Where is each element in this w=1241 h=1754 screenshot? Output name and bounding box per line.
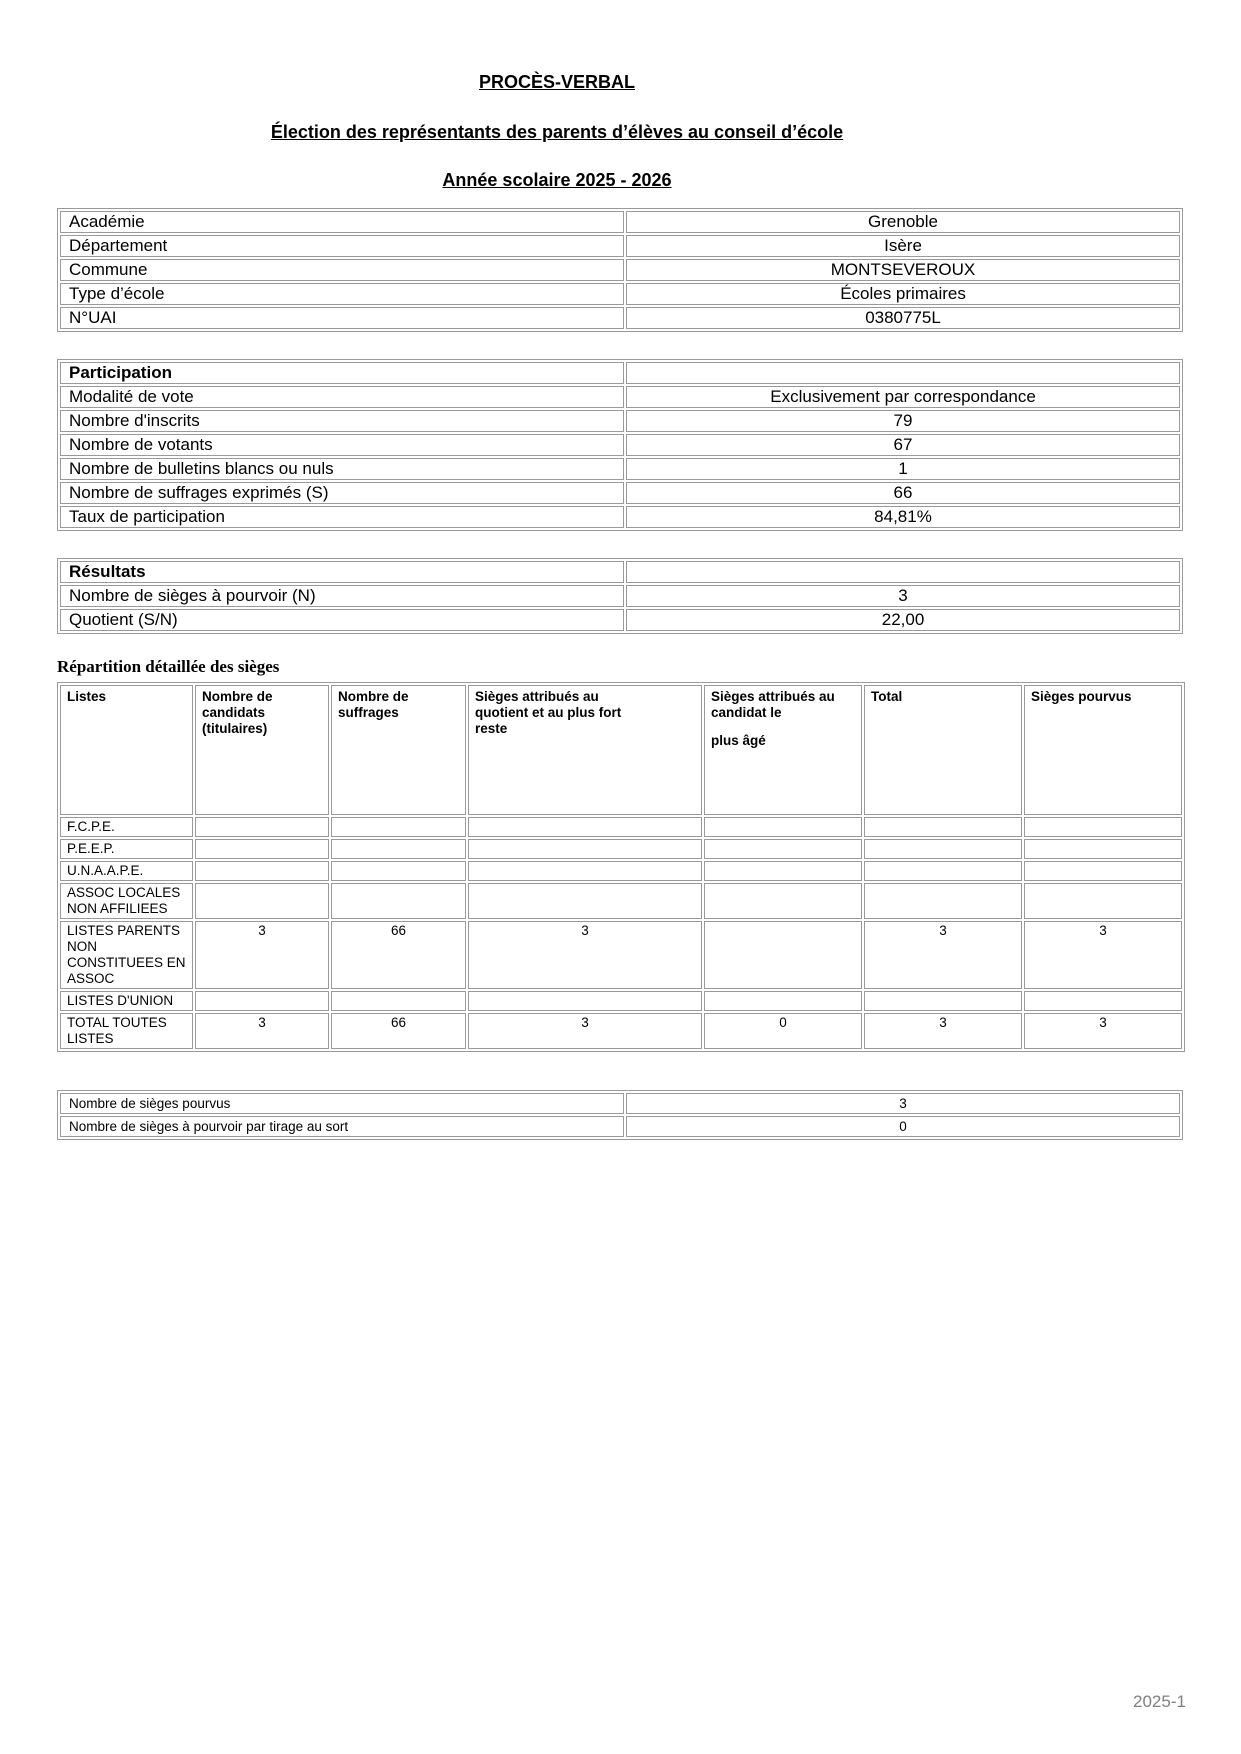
results-table bbox=[57, 558, 1183, 634]
cell-suffrages bbox=[331, 817, 466, 837]
table-header-row bbox=[60, 362, 1180, 384]
cell-quotient bbox=[468, 839, 702, 859]
column-header-candidats bbox=[195, 685, 329, 815]
row-value: Isère bbox=[626, 235, 1180, 257]
cell-suffrages bbox=[331, 883, 466, 919]
table-row bbox=[60, 410, 1180, 432]
participation-header: Participation bbox=[60, 362, 624, 384]
cell-age bbox=[704, 883, 862, 919]
row-value: MONTSEVEROUX bbox=[626, 259, 1180, 281]
row-value: 22,00 bbox=[626, 609, 1180, 631]
cell-candidats: 3 bbox=[195, 921, 329, 989]
cell-age bbox=[704, 817, 862, 837]
page-number: 2025-1 bbox=[1133, 1692, 1186, 1711]
seats-header-row bbox=[60, 685, 1182, 815]
cell-age bbox=[704, 921, 862, 989]
row-label: Département bbox=[60, 235, 624, 257]
row-label: Nombre de suffrages exprimés (S) bbox=[60, 482, 624, 504]
title-block bbox=[57, 0, 1057, 191]
cell-pourvus bbox=[1024, 817, 1182, 837]
seats-row-listes-parents bbox=[60, 921, 1182, 989]
table-row bbox=[60, 1093, 1180, 1114]
seats-summary-table bbox=[57, 1090, 1183, 1140]
document-title: PROCÈS-VERBAL bbox=[478, 72, 635, 92]
row-value: Exclusivement par correspondance bbox=[626, 386, 1180, 408]
cell-suffrages: 66 bbox=[331, 921, 466, 989]
cell-age bbox=[704, 839, 862, 859]
row-label: Nombre de bulletins blancs ou nuls bbox=[60, 458, 624, 480]
empty-cell bbox=[626, 362, 1180, 384]
liste-name: TOTAL TOUTES LISTES bbox=[60, 1013, 193, 1049]
liste-name: P.E.E.P. bbox=[60, 839, 193, 859]
cell-quotient bbox=[468, 991, 702, 1011]
cell-candidats bbox=[195, 839, 329, 859]
cell-age bbox=[704, 861, 862, 881]
table-row bbox=[60, 283, 1180, 305]
row-value: 66 bbox=[626, 482, 1180, 504]
row-label: Type d’école bbox=[60, 283, 624, 305]
table-row bbox=[60, 386, 1180, 408]
column-header-listes: Listes bbox=[60, 685, 193, 815]
seats-allocation-table bbox=[57, 682, 1185, 1052]
seats-row-peep bbox=[60, 839, 1182, 859]
column-header-pourvus: Sièges pourvus bbox=[1024, 685, 1182, 815]
cell-quotient bbox=[468, 861, 702, 881]
cell-pourvus bbox=[1024, 883, 1182, 919]
row-label: Taux de participation bbox=[60, 506, 624, 528]
column-header-quotient-text: Sièges attribués au quotient et au plus fort reste bbox=[475, 689, 622, 736]
cell-pourvus bbox=[1024, 991, 1182, 1011]
participation-table bbox=[57, 359, 1183, 531]
row-label: Nombre de sièges pourvus bbox=[60, 1093, 624, 1114]
row-label: Nombre d'inscrits bbox=[60, 410, 624, 432]
cell-total: 3 bbox=[864, 1013, 1022, 1049]
seats-row-assoc-locales bbox=[60, 883, 1182, 919]
row-value: 0 bbox=[626, 1116, 1180, 1137]
cell-quotient bbox=[468, 817, 702, 837]
seats-row-listes-union bbox=[60, 991, 1182, 1011]
cell-total bbox=[864, 883, 1022, 919]
row-value: 79 bbox=[626, 410, 1180, 432]
column-header-suffrages bbox=[331, 685, 466, 815]
seats-row-total bbox=[60, 1013, 1182, 1049]
table-row bbox=[60, 235, 1180, 257]
row-value: 1 bbox=[626, 458, 1180, 480]
table-row bbox=[60, 307, 1180, 329]
row-value: 67 bbox=[626, 434, 1180, 456]
row-label: Nombre de sièges à pourvoir par tirage au sort bbox=[60, 1116, 624, 1137]
table-row bbox=[60, 506, 1180, 528]
cell-total: 3 bbox=[864, 921, 1022, 989]
row-value: 84,81% bbox=[626, 506, 1180, 528]
row-label: Quotient (S/N) bbox=[60, 609, 624, 631]
seats-row-fcpe bbox=[60, 817, 1182, 837]
row-value: Écoles primaires bbox=[626, 283, 1180, 305]
table-row bbox=[60, 482, 1180, 504]
cell-candidats: 3 bbox=[195, 1013, 329, 1049]
table-header-row bbox=[60, 561, 1180, 583]
row-label: Académie bbox=[60, 211, 624, 233]
cell-quotient: 3 bbox=[468, 921, 702, 989]
cell-pourvus: 3 bbox=[1024, 1013, 1182, 1049]
results-header: Résultats bbox=[60, 561, 624, 583]
seats-row-unaape bbox=[60, 861, 1182, 881]
cell-candidats bbox=[195, 861, 329, 881]
table-row bbox=[60, 434, 1180, 456]
table-row bbox=[60, 458, 1180, 480]
document-content bbox=[57, 0, 1183, 1140]
cell-total bbox=[864, 817, 1022, 837]
column-header-age-line1: Sièges attribués au candidat le bbox=[711, 689, 835, 720]
school-info-table bbox=[57, 208, 1183, 332]
cell-quotient: 3 bbox=[468, 1013, 702, 1049]
column-header-candidat-age bbox=[704, 685, 862, 815]
table-row bbox=[60, 609, 1180, 631]
cell-pourvus bbox=[1024, 861, 1182, 881]
column-header-candidats-text: Nombre de candidats (titulaires) bbox=[202, 689, 273, 736]
cell-suffrages bbox=[331, 991, 466, 1011]
column-header-quotient bbox=[468, 685, 702, 815]
column-header-age-line2: plus âgé bbox=[711, 733, 766, 748]
row-value: 3 bbox=[626, 585, 1180, 607]
liste-name: U.N.A.A.P.E. bbox=[60, 861, 193, 881]
row-value: Grenoble bbox=[626, 211, 1180, 233]
seats-section-heading: Répartition détaillée des sièges bbox=[57, 657, 280, 676]
table-row bbox=[60, 1116, 1180, 1137]
table-row bbox=[60, 585, 1180, 607]
row-value: 0380775L bbox=[626, 307, 1180, 329]
row-value: 3 bbox=[626, 1093, 1180, 1114]
school-year-title: Année scolaire 2025 - 2026 bbox=[442, 170, 672, 190]
cell-total bbox=[864, 861, 1022, 881]
cell-total bbox=[864, 839, 1022, 859]
column-header-total: Total bbox=[864, 685, 1022, 815]
liste-name: LISTES PARENTS NON CONSTITUEES EN ASSOC bbox=[60, 921, 193, 989]
column-header-suffrages-text: Nombre de suffrages bbox=[338, 689, 409, 720]
table-row bbox=[60, 211, 1180, 233]
cell-suffrages bbox=[331, 839, 466, 859]
document-subtitle: Élection des représentants des parents d’élèves au conseil d’école bbox=[270, 122, 844, 142]
row-label: Commune bbox=[60, 259, 624, 281]
liste-name: LISTES D'UNION bbox=[60, 991, 193, 1011]
cell-age: 0 bbox=[704, 1013, 862, 1049]
row-label: Nombre de votants bbox=[60, 434, 624, 456]
liste-name: F.C.P.E. bbox=[60, 817, 193, 837]
cell-total bbox=[864, 991, 1022, 1011]
cell-pourvus bbox=[1024, 839, 1182, 859]
cell-suffrages: 66 bbox=[331, 1013, 466, 1049]
cell-candidats bbox=[195, 817, 329, 837]
table-row bbox=[60, 259, 1180, 281]
cell-candidats bbox=[195, 883, 329, 919]
row-label: N°UAI bbox=[60, 307, 624, 329]
cell-age bbox=[704, 991, 862, 1011]
row-label: Nombre de sièges à pourvoir (N) bbox=[60, 585, 624, 607]
row-label: Modalité de vote bbox=[60, 386, 624, 408]
cell-suffrages bbox=[331, 861, 466, 881]
cell-quotient bbox=[468, 883, 702, 919]
cell-pourvus: 3 bbox=[1024, 921, 1182, 989]
liste-name: ASSOC LOCALES NON AFFILIEES bbox=[60, 883, 193, 919]
cell-candidats bbox=[195, 991, 329, 1011]
empty-cell bbox=[626, 561, 1180, 583]
